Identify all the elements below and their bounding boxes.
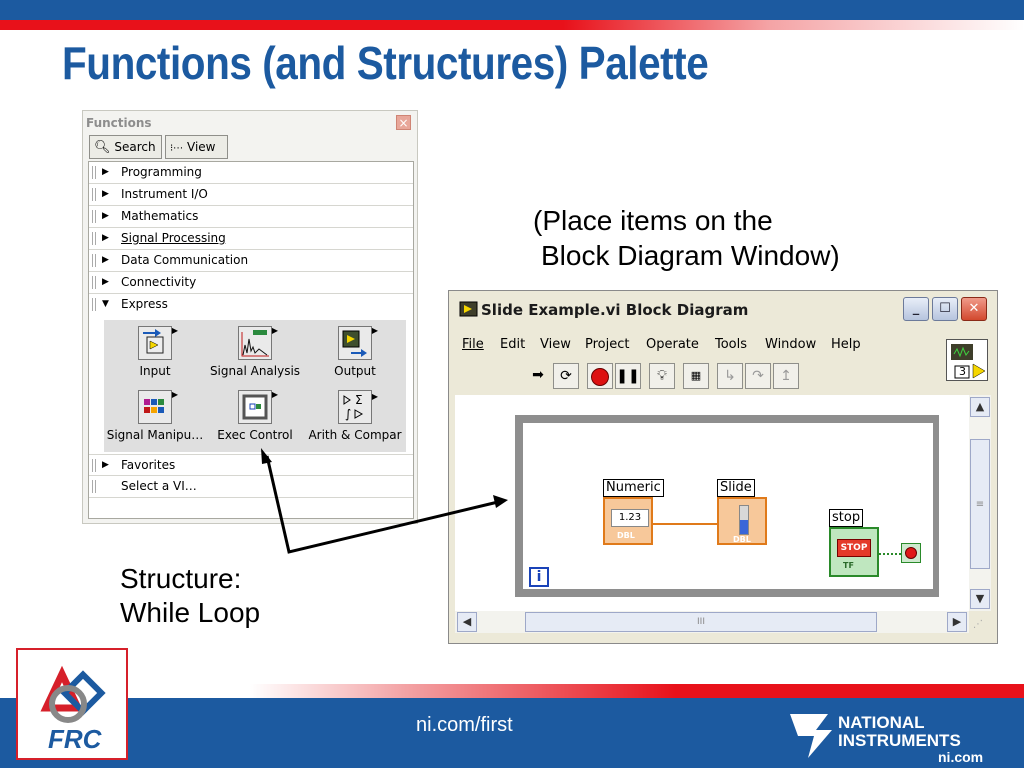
view-list-icon: ⁝⋯ [170, 143, 184, 154]
stop-button: STOP [837, 539, 871, 557]
connector-number: 3 [959, 365, 966, 378]
menu-operate[interactable]: Operate [646, 337, 699, 352]
svg-text:Σ: Σ [355, 393, 363, 407]
caption-structure-line2: While Loop [120, 597, 261, 628]
run-continuously-icon[interactable]: ⟳ [553, 363, 579, 389]
express-item-label: Exec Control [217, 428, 293, 442]
numeric-value: 1.23 [611, 509, 649, 527]
express-item-label: Arith & Compar [308, 428, 402, 442]
ni-logo-line3: ni.com [938, 749, 984, 764]
frc-logo-text: FRC [48, 724, 102, 754]
footer-url[interactable]: ni.com/first [416, 714, 513, 736]
ni-logo-line2: INSTRUMENTS [838, 731, 961, 750]
collapse-arrow-icon[interactable]: ▼ [102, 299, 109, 309]
close-button[interactable]: ✕ [961, 297, 987, 321]
pause-icon[interactable]: ❚❚ [615, 363, 641, 389]
svg-text:∫: ∫ [345, 407, 352, 421]
input-icon: ▶ [138, 326, 172, 360]
expand-arrow-icon[interactable]: ▶ [102, 460, 109, 470]
resize-grip-icon[interactable]: ⋰ [973, 619, 983, 630]
exec-control-icon: ▶ [238, 390, 272, 424]
arrowhead-up-icon [261, 448, 272, 464]
menu-window[interactable]: Window [765, 337, 817, 352]
ni-logo-line1: NATIONAL [838, 713, 925, 732]
step-over-icon[interactable]: ↷ [745, 363, 771, 389]
horizontal-scroll-thumb[interactable]: III [525, 612, 877, 632]
step-out-icon[interactable]: ↥ [773, 363, 799, 389]
menu-view[interactable]: View [540, 337, 571, 352]
palette-item-label: Express [121, 297, 168, 311]
maximize-button[interactable]: ☐ [932, 297, 958, 321]
arith-compare-icon: Σ ∫ ▶ [338, 390, 372, 424]
expand-arrow-icon[interactable]: ▶ [102, 167, 109, 177]
express-item-label: Output [334, 364, 376, 378]
arrowhead-right-icon [493, 495, 508, 508]
slide-type: DBL [733, 535, 751, 544]
palette-item-label: Signal Processing [121, 231, 226, 245]
stop-type: TF [843, 561, 854, 570]
expand-arrow-icon[interactable]: ▶ [102, 277, 109, 287]
palette-title: Functions [86, 116, 152, 130]
scroll-left-button[interactable]: ◀ [457, 612, 477, 632]
slide-title: Functions (and Structures) Palette [62, 37, 709, 89]
menu-tools[interactable]: Tools [715, 337, 748, 352]
menu-project[interactable]: Project [585, 337, 630, 352]
window-title: Slide Example.vi Block Diagram [481, 301, 749, 319]
scroll-down-button[interactable]: ▼ [970, 589, 990, 609]
scroll-right-button[interactable]: ▶ [947, 612, 967, 632]
signal-analysis-icon: ▶ [238, 326, 272, 360]
caption-structure-line1: Structure: [120, 563, 242, 594]
numeric-label[interactable]: Numeric [603, 479, 664, 497]
express-item-label: Signal Analysis [209, 364, 301, 378]
minimize-button[interactable]: _ [903, 297, 929, 321]
retain-wire-values-icon[interactable]: ▦ [683, 363, 709, 389]
menu-file[interactable]: File [462, 337, 484, 352]
scroll-up-button[interactable]: ▲ [970, 397, 990, 417]
caption-place-line2: Block Diagram Window) [541, 240, 840, 271]
expand-arrow-icon[interactable]: ▶ [102, 189, 109, 199]
express-item-label: Signal Manipu… [106, 428, 204, 442]
view-button-label: View [187, 140, 216, 154]
highlight-execution-bulb-icon[interactable]: 💡︎ [649, 363, 675, 389]
output-icon: ▶ [338, 326, 372, 360]
palette-item-label: Data Communication [121, 253, 249, 267]
numeric-type: DBL [617, 531, 635, 540]
vertical-scroll-thumb[interactable]: ≡ [970, 439, 990, 569]
search-button-label: Search [114, 140, 156, 154]
frc-logo-mark [18, 650, 126, 758]
frc-logo [16, 648, 128, 760]
iteration-terminal[interactable]: i [529, 567, 549, 587]
stop-label[interactable]: stop [829, 509, 863, 527]
step-into-icon[interactable]: ↳ [717, 363, 743, 389]
national-instruments-logo [788, 708, 1008, 764]
ni-eagle-mark [788, 708, 1008, 764]
palette-item-label: Programming [121, 165, 202, 179]
palette-item-label: Favorites [121, 458, 176, 472]
palette-item-label: Mathematics [121, 209, 199, 223]
palette-item-label: Connectivity [121, 275, 197, 289]
expand-arrow-icon[interactable]: ▶ [102, 233, 109, 243]
bottom-red-bar [250, 684, 1024, 698]
menu-edit[interactable]: Edit [500, 337, 526, 352]
expand-arrow-icon[interactable]: ▶ [102, 211, 109, 221]
signal-manipulation-icon: ▶ [138, 390, 172, 424]
palette-close-button[interactable]: × [396, 115, 411, 130]
palette-item-label: Select a VI… [121, 479, 197, 493]
expand-arrow-icon[interactable]: ▶ [102, 255, 109, 265]
slide-label[interactable]: Slide [717, 479, 755, 497]
menu-help[interactable]: Help [831, 337, 861, 352]
express-item-label: Input [139, 364, 171, 378]
run-arrow-icon[interactable]: ➡ [532, 367, 544, 383]
search-icon: 🔍︎ [94, 140, 111, 155]
palette-item-label: Instrument I/O [121, 187, 208, 201]
caption-place-line1: (Place items on the [533, 205, 773, 236]
